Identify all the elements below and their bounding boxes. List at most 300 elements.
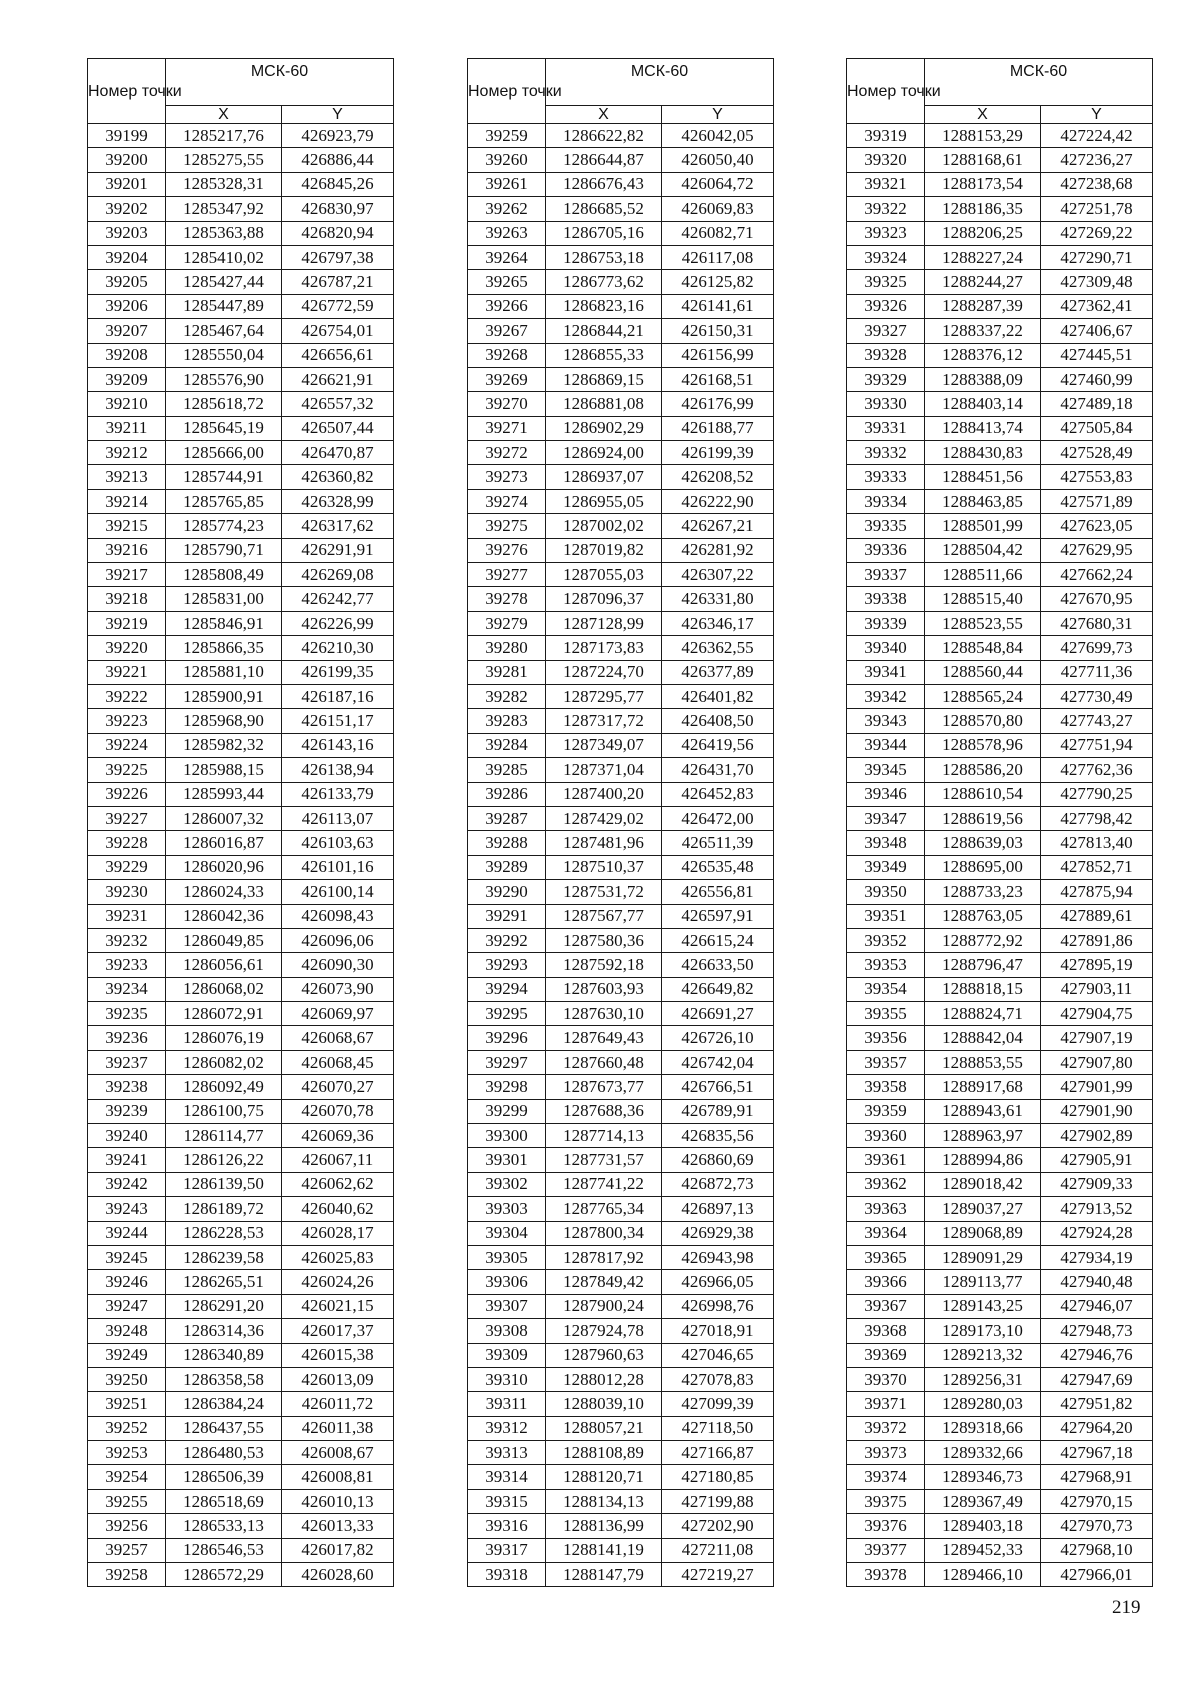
table-row [847,1416,1153,1440]
y-cell: 426507,44 [282,416,394,440]
table-row [468,1392,774,1416]
point-number-cell: 39250 [88,1367,166,1391]
coordinates-table-3 [846,58,1153,1587]
point-number-cell: 39334 [847,489,925,513]
point-number-cell: 39235 [88,1002,166,1026]
point-number-cell: 39272 [468,441,546,465]
point-number-cell: 39376 [847,1514,925,1538]
table-row [468,367,774,391]
y-cell: 427909,33 [1041,1172,1153,1196]
x-cell: 1288523,55 [925,611,1041,635]
x-cell: 1286384,24 [166,1392,282,1416]
x-cell: 1287317,72 [546,709,662,733]
y-cell: 426141,61 [662,294,774,318]
y-cell: 427901,99 [1041,1075,1153,1099]
x-cell: 1286844,21 [546,319,662,343]
y-cell: 427966,01 [1041,1563,1153,1587]
point-number-cell: 39318 [468,1563,546,1587]
point-number-cell: 39206 [88,294,166,318]
table-row [88,1050,394,1074]
point-number-cell: 39359 [847,1099,925,1123]
table-row [847,197,1153,221]
table-row [468,343,774,367]
x-cell: 1286076,19 [166,1026,282,1050]
table-row [468,684,774,708]
point-number-cell: 39377 [847,1538,925,1562]
x-cell: 1286955,05 [546,489,662,513]
point-number-cell: 39236 [88,1026,166,1050]
point-number-cell: 39335 [847,514,925,538]
y-cell: 426090,30 [282,953,394,977]
table-row [88,538,394,562]
y-cell: 427180,85 [662,1465,774,1489]
y-cell: 426187,16 [282,684,394,708]
x-cell: 1288619,56 [925,806,1041,830]
table-row [88,1099,394,1123]
x-cell: 1286705,16 [546,221,662,245]
y-cell: 426013,09 [282,1367,394,1391]
y-cell: 427460,99 [1041,367,1153,391]
y-cell: 427166,87 [662,1441,774,1465]
x-cell: 1288463,85 [925,489,1041,513]
x-cell: 1285765,85 [166,489,282,513]
y-cell: 427970,15 [1041,1489,1153,1513]
x-cell: 1286114,77 [166,1124,282,1148]
y-cell: 427202,90 [662,1514,774,1538]
point-number-cell: 39314 [468,1465,546,1489]
x-cell: 1287741,22 [546,1172,662,1196]
y-cell: 426535,48 [662,855,774,879]
y-cell: 427711,36 [1041,660,1153,684]
x-cell: 1286007,32 [166,806,282,830]
point-number-cell: 39269 [468,367,546,391]
table-row [847,1002,1153,1026]
x-cell: 1288136,99 [546,1514,662,1538]
table-row [88,367,394,391]
x-cell: 1287817,92 [546,1245,662,1269]
point-number-cell: 39256 [88,1514,166,1538]
table-row [847,1197,1153,1221]
point-number-cell: 39259 [468,124,546,148]
point-number-cell: 39251 [88,1392,166,1416]
y-cell: 426281,92 [662,538,774,562]
x-cell: 1286937,07 [546,465,662,489]
y-cell: 426346,17 [662,611,774,635]
y-cell: 426557,32 [282,392,394,416]
point-number-cell: 39309 [468,1343,546,1367]
point-number-cell: 39245 [88,1245,166,1269]
x-cell: 1289091,29 [925,1245,1041,1269]
point-number-cell: 39300 [468,1124,546,1148]
x-cell: 1288012,28 [546,1367,662,1391]
table-row [88,1343,394,1367]
x-cell: 1287900,24 [546,1294,662,1318]
y-cell: 426098,43 [282,904,394,928]
table-row [847,245,1153,269]
table-row [468,1367,774,1391]
x-cell: 1289452,33 [925,1538,1041,1562]
x-cell: 1286126,22 [166,1148,282,1172]
point-number-cell: 39202 [88,197,166,221]
point-number-cell: 39280 [468,636,546,660]
point-number-cell: 39207 [88,319,166,343]
x-cell: 1285666,00 [166,441,282,465]
x-cell: 1285744,91 [166,465,282,489]
y-cell: 427907,80 [1041,1050,1153,1074]
table-row [468,611,774,635]
point-number-cell: 39289 [468,855,546,879]
table-row [468,197,774,221]
y-cell: 426008,81 [282,1465,394,1489]
y-cell: 427895,19 [1041,953,1153,977]
x-cell: 1287096,37 [546,587,662,611]
table-row [847,1050,1153,1074]
table-row [468,1563,774,1587]
x-cell: 1286139,50 [166,1172,282,1196]
table-row [88,1148,394,1172]
point-number-cell: 39368 [847,1319,925,1343]
y-cell: 426923,79 [282,124,394,148]
table-row [88,319,394,343]
y-cell: 426242,77 [282,587,394,611]
table-row [468,563,774,587]
y-cell: 427224,42 [1041,124,1153,148]
table-row [468,855,774,879]
table-row [468,1099,774,1123]
y-cell: 426998,76 [662,1294,774,1318]
y-cell: 426101,16 [282,855,394,879]
point-number-cell: 39355 [847,1002,925,1026]
x-cell: 1288206,25 [925,221,1041,245]
table-row [468,441,774,465]
y-cell: 426028,17 [282,1221,394,1245]
y-cell: 427904,75 [1041,1002,1153,1026]
point-number-cell: 39279 [468,611,546,635]
y-cell: 426069,83 [662,197,774,221]
table-row [847,172,1153,196]
x-cell: 1285275,55 [166,148,282,172]
y-cell: 427251,78 [1041,197,1153,221]
x-cell: 1285988,15 [166,758,282,782]
x-cell: 1287055,03 [546,563,662,587]
table-row [847,1343,1153,1367]
table-row [88,1002,394,1026]
y-cell: 426649,82 [662,977,774,1001]
table-row [88,1489,394,1513]
x-cell: 1285808,49 [166,563,282,587]
y-cell: 426656,61 [282,343,394,367]
y-cell: 427699,73 [1041,636,1153,660]
y-cell: 426156,99 [662,343,774,367]
y-cell: 426691,27 [662,1002,774,1026]
x-cell: 1288548,84 [925,636,1041,660]
y-cell: 426511,39 [662,831,774,855]
table-row [468,1538,774,1562]
y-cell: 427948,73 [1041,1319,1153,1343]
table-row [468,953,774,977]
x-cell: 1286024,33 [166,880,282,904]
point-number-cell: 39303 [468,1197,546,1221]
point-number-cell: 39329 [847,367,925,391]
x-cell: 1287295,77 [546,684,662,708]
x-cell: 1285846,91 [166,611,282,635]
table-row [88,563,394,587]
table-row [847,148,1153,172]
point-number-cell: 39362 [847,1172,925,1196]
x-cell: 1286189,72 [166,1197,282,1221]
x-cell: 1289113,77 [925,1270,1041,1294]
x-cell: 1288134,13 [546,1489,662,1513]
table-row [88,172,394,196]
x-cell: 1285831,00 [166,587,282,611]
table-row [847,343,1153,367]
x-cell: 1289332,66 [925,1441,1041,1465]
point-number-cell: 39240 [88,1124,166,1148]
y-cell: 427662,24 [1041,563,1153,587]
x-cell: 1289346,73 [925,1465,1041,1489]
table-row [88,733,394,757]
point-number-cell: 39273 [468,465,546,489]
y-cell: 426943,98 [662,1245,774,1269]
point-number-cell: 39321 [847,172,925,196]
table-row [847,1563,1153,1587]
table-row [88,758,394,782]
y-header: Y [1041,106,1153,124]
y-cell: 427489,18 [1041,392,1153,416]
y-cell: 427951,82 [1041,1392,1153,1416]
y-cell: 426208,52 [662,465,774,489]
point-number-cell: 39358 [847,1075,925,1099]
y-cell: 426401,82 [662,684,774,708]
x-cell: 1287173,83 [546,636,662,660]
table-row [847,441,1153,465]
x-cell: 1288227,24 [925,245,1041,269]
y-cell: 426017,82 [282,1538,394,1562]
y-cell: 426331,80 [662,587,774,611]
table-row [847,977,1153,1001]
point-number-cell: 39255 [88,1489,166,1513]
table-row [88,514,394,538]
y-cell: 426472,00 [662,806,774,830]
table-row [88,855,394,879]
x-cell: 1287224,70 [546,660,662,684]
table-row [847,221,1153,245]
point-number-cell: 39298 [468,1075,546,1099]
point-number-cell: 39243 [88,1197,166,1221]
table-row [88,1367,394,1391]
table-row [88,124,394,148]
table-row [88,148,394,172]
point-number-cell: 39271 [468,416,546,440]
x-cell: 1286823,16 [546,294,662,318]
system-header: МСК-60 [546,59,774,106]
y-cell: 426064,72 [662,172,774,196]
y-cell: 426062,62 [282,1172,394,1196]
point-number-cell: 39342 [847,684,925,708]
y-cell: 426742,04 [662,1050,774,1074]
point-number-cell: 39244 [88,1221,166,1245]
x-cell: 1285790,71 [166,538,282,562]
table-row [88,1124,394,1148]
x-cell: 1288763,05 [925,904,1041,928]
table-row [847,367,1153,391]
table-row [468,831,774,855]
y-cell: 426199,35 [282,660,394,684]
y-cell: 426199,39 [662,441,774,465]
y-cell: 426726,10 [662,1026,774,1050]
table-row [88,441,394,465]
y-cell: 426328,99 [282,489,394,513]
x-cell: 1286100,75 [166,1099,282,1123]
system-header: МСК-60 [166,59,394,106]
table-row [468,1075,774,1099]
table-row [88,880,394,904]
point-number-cell: 39254 [88,1465,166,1489]
point-number-cell: 39369 [847,1343,925,1367]
table-row [847,733,1153,757]
point-number-cell: 39242 [88,1172,166,1196]
y-cell: 426597,91 [662,904,774,928]
table-row [847,660,1153,684]
y-cell: 427889,61 [1041,904,1153,928]
y-cell: 426820,94 [282,221,394,245]
y-cell: 427968,10 [1041,1538,1153,1562]
y-cell: 426754,01 [282,319,394,343]
y-cell: 427907,19 [1041,1026,1153,1050]
table-row [468,660,774,684]
point-number-cell: 39237 [88,1050,166,1074]
x-cell: 1286881,08 [546,392,662,416]
point-number-cell: 39238 [88,1075,166,1099]
y-cell: 427018,91 [662,1319,774,1343]
table-row [847,1099,1153,1123]
y-cell: 426222,90 [662,489,774,513]
x-cell: 1285774,23 [166,514,282,538]
x-cell: 1285618,72 [166,392,282,416]
y-cell: 427875,94 [1041,880,1153,904]
y-cell: 426789,91 [662,1099,774,1123]
point-number-cell: 39316 [468,1514,546,1538]
point-number-cell: 39326 [847,294,925,318]
table-row [847,611,1153,635]
x-cell: 1288388,09 [925,367,1041,391]
point-number-cell: 39248 [88,1319,166,1343]
x-cell: 1285900,91 [166,684,282,708]
y-cell: 426556,81 [662,880,774,904]
x-cell: 1286572,29 [166,1563,282,1587]
x-cell: 1288403,14 [925,392,1041,416]
table-row [88,1026,394,1050]
point-number-cell: 39378 [847,1563,925,1587]
point-number-cell: 39308 [468,1319,546,1343]
point-number-cell: 39283 [468,709,546,733]
x-cell: 1287481,96 [546,831,662,855]
point-number-cell: 39211 [88,416,166,440]
point-number-cell: 39325 [847,270,925,294]
x-cell: 1287924,78 [546,1319,662,1343]
point-number-cell: 39275 [468,514,546,538]
x-cell: 1288943,61 [925,1099,1041,1123]
point-number-cell: 39324 [847,245,925,269]
y-cell: 427078,83 [662,1367,774,1391]
y-cell: 426040,62 [282,1197,394,1221]
point-number-cell: 39217 [88,563,166,587]
y-cell: 427118,50 [662,1416,774,1440]
point-number-cell: 39214 [88,489,166,513]
y-cell: 426615,24 [662,928,774,952]
y-cell: 426050,40 [662,148,774,172]
y-cell: 426021,15 [282,1294,394,1318]
point-number-cell: 39328 [847,343,925,367]
point-number-cell: 39301 [468,1148,546,1172]
table-row [847,270,1153,294]
point-number-cell: 39371 [847,1392,925,1416]
y-cell: 427968,91 [1041,1465,1153,1489]
table-row [468,709,774,733]
x-cell: 1289018,42 [925,1172,1041,1196]
y-cell: 426068,67 [282,1026,394,1050]
x-cell: 1288842,04 [925,1026,1041,1050]
y-cell: 427743,27 [1041,709,1153,733]
table-row [847,782,1153,806]
y-cell: 426015,38 [282,1343,394,1367]
y-cell: 426070,27 [282,1075,394,1099]
x-cell: 1288578,96 [925,733,1041,757]
x-cell: 1285467,64 [166,319,282,343]
x-cell: 1287714,13 [546,1124,662,1148]
table-row [88,270,394,294]
point-number-cell: 39353 [847,953,925,977]
point-number-cell: 39341 [847,660,925,684]
x-cell: 1287660,48 [546,1050,662,1074]
table-row [468,758,774,782]
table-row [468,1441,774,1465]
point-number-cell: 39360 [847,1124,925,1148]
table-row [847,392,1153,416]
x-cell: 1285217,76 [166,124,282,148]
point-number-cell: 39351 [847,904,925,928]
x-cell: 1286340,89 [166,1343,282,1367]
y-cell: 426766,51 [662,1075,774,1099]
point-number-cell: 39290 [468,880,546,904]
x-cell: 1289037,27 [925,1197,1041,1221]
table-row [88,221,394,245]
y-cell: 426013,33 [282,1514,394,1538]
x-cell: 1289173,10 [925,1319,1041,1343]
point-number-cell: 39361 [847,1148,925,1172]
point-number-cell: 39219 [88,611,166,635]
x-cell: 1286020,96 [166,855,282,879]
y-cell: 426621,91 [282,367,394,391]
x-cell: 1286480,53 [166,1441,282,1465]
y-cell: 426633,50 [662,953,774,977]
x-cell: 1288695,00 [925,855,1041,879]
point-number-cell: 39209 [88,367,166,391]
y-cell: 427940,48 [1041,1270,1153,1294]
table-row [88,1245,394,1269]
x-cell: 1287630,10 [546,1002,662,1026]
x-cell: 1288173,54 [925,172,1041,196]
y-cell: 426070,78 [282,1099,394,1123]
point-number-cell: 39222 [88,684,166,708]
table-row [468,294,774,318]
y-cell: 426069,97 [282,1002,394,1026]
point-number-cell: 39274 [468,489,546,513]
table-row [88,977,394,1001]
point-number-cell: 39208 [88,343,166,367]
table-row [468,124,774,148]
x-cell: 1288451,56 [925,465,1041,489]
